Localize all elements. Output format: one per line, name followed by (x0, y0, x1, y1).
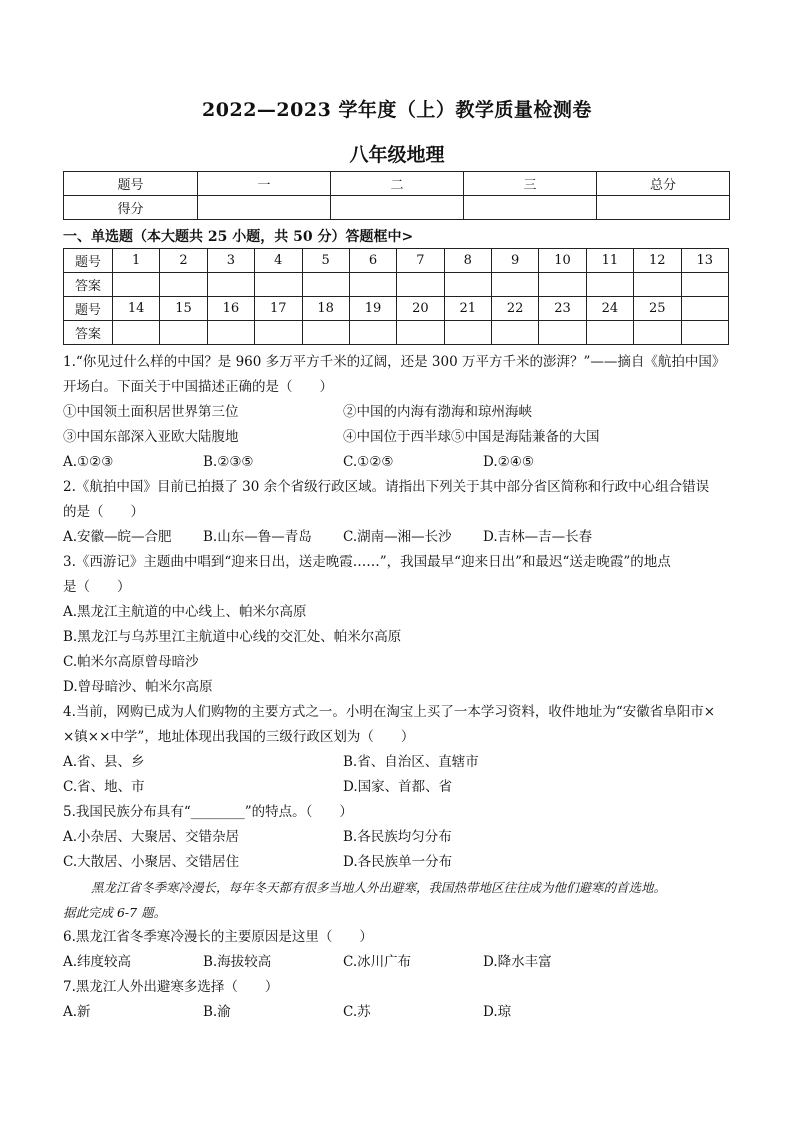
question-number-cell: 18 (302, 297, 349, 321)
question-4-options (63, 775, 733, 800)
option-b[interactable]: B.黑龙江与乌苏里江主航道中心线的交汇处、帕米尔高原 (63, 629, 402, 645)
question-number-cell: 2 (160, 249, 207, 273)
answer-cell[interactable] (207, 273, 254, 297)
answer-cell[interactable] (113, 321, 160, 345)
question-number-cell: 20 (397, 297, 444, 321)
answer-cell[interactable] (113, 273, 160, 297)
question-number-cell: 11 (586, 249, 633, 273)
question-3-stem: 3.《西游记》主题曲中唱到“迎来日出，送走晚霞……”，我国最早“迎来日出”和最迟“送走晚霞”的地点 (63, 554, 671, 570)
option-a[interactable]: A.省、县、乡 (63, 754, 145, 770)
option-b[interactable]: B.各民族均匀分布 (343, 829, 452, 845)
exam-title: 2022—2023 学年度（上）教学质量检测卷 (202, 99, 592, 121)
score-header-cell: 题号 (64, 172, 198, 196)
answer-number-row (64, 249, 729, 273)
option-a[interactable]: A.小杂居、大聚居、交错杂居 (63, 829, 240, 845)
option-d[interactable]: D.吉林—吉—长春 (483, 529, 593, 545)
question-number-cell: 24 (586, 297, 633, 321)
question-number-cell: 4 (255, 249, 302, 273)
option-c[interactable]: C.冰川广布 (343, 954, 412, 970)
question-number-cell: 17 (255, 297, 302, 321)
question-number-cell: 16 (207, 297, 254, 321)
question-5-options (63, 850, 733, 875)
answer-cell[interactable] (492, 321, 539, 345)
score-row-label: 得分 (64, 196, 198, 220)
question-1-statements (63, 400, 733, 425)
answer-number-row (64, 297, 729, 321)
score-header-cell: 三 (464, 172, 597, 196)
question-number-cell (681, 297, 729, 321)
option-a[interactable]: A.纬度较高 (63, 954, 132, 970)
option-d[interactable]: D.琼 (483, 1004, 512, 1020)
question-number-cell: 3 (207, 249, 254, 273)
option-b[interactable]: B.山东—鲁—青岛 (203, 529, 312, 545)
answer-row-label: 答案 (64, 321, 113, 345)
option-a[interactable]: A.新 (63, 1004, 91, 1020)
question-1-stem: 1.“你见过什么样的中国？是 960 多万平方千米的辽阔，还是 300 万平方千米的澎湃？”——摘自《航拍中国》 (63, 354, 726, 370)
score-table-score-row (64, 196, 730, 220)
answer-cell[interactable] (255, 273, 302, 297)
question-number-cell: 6 (349, 249, 396, 273)
answer-fill-row (64, 321, 729, 345)
option-b[interactable]: B.②③⑤ (203, 454, 254, 470)
question-number-cell: 14 (113, 297, 160, 321)
score-cell[interactable] (597, 196, 730, 220)
answer-cell[interactable] (539, 321, 586, 345)
option-d[interactable]: D.曾母暗沙、帕米尔高原 (63, 679, 213, 695)
question-number-cell: 23 (539, 297, 586, 321)
answer-cell[interactable] (492, 273, 539, 297)
question-1-statements (63, 425, 733, 450)
answer-cell[interactable] (539, 273, 586, 297)
answer-table (63, 248, 729, 345)
option-c[interactable]: C.帕米尔高原曾母暗沙 (63, 654, 199, 670)
answer-cell[interactable] (349, 321, 396, 345)
score-table-header-row (64, 172, 730, 196)
question-2-options (63, 525, 733, 550)
statement: ①中国领土面积居世界第三位 (63, 404, 239, 420)
question-1-stem-cont: 开场白。下面关于中国描述正确的是（ ） (63, 379, 333, 395)
answer-fill-row (64, 273, 729, 297)
answer-cell[interactable] (681, 321, 729, 345)
statement: ③中国东部深入亚欧大陆腹地 (63, 429, 239, 445)
score-cell[interactable] (464, 196, 597, 220)
question-4-stem-cont: ×镇××中学”，地址体现出我国的三级行政区划为（ ） (63, 729, 415, 745)
section-heading: 一、单选题（本大题共 25 小题，共 50 分）答题框中> (63, 229, 414, 245)
statement: ④中国位于西半球⑤中国是海陆兼备的大国 (343, 429, 600, 445)
option-d[interactable]: D.各民族单一分布 (343, 854, 453, 870)
answer-cell[interactable] (255, 321, 302, 345)
question-number-cell: 9 (492, 249, 539, 273)
answer-cell[interactable] (681, 273, 729, 297)
option-d[interactable]: D.②④⑤ (483, 454, 534, 470)
question-number-cell: 5 (302, 249, 349, 273)
answer-cell[interactable] (302, 321, 349, 345)
statement: ②中国的内海有渤海和琼州海峡 (343, 404, 532, 420)
question-7-options (63, 1000, 733, 1025)
option-c[interactable]: C.大散居、小聚居、交错居住 (63, 854, 240, 870)
option-d[interactable]: D.国家、首都、省 (343, 779, 453, 795)
answer-cell[interactable] (444, 321, 491, 345)
score-cell[interactable] (198, 196, 331, 220)
question-number-cell: 21 (444, 297, 491, 321)
answer-cell[interactable] (207, 321, 254, 345)
option-b[interactable]: B.海拔较高 (203, 954, 272, 970)
question-4-stem: 4.当前，网购已成为人们购物的主要方式之一。小明在淘宝上买了一本学习资料，收件地址为“安徽省阜阳市× (63, 704, 716, 720)
question-4-options (63, 750, 733, 775)
answer-cell[interactable] (160, 321, 207, 345)
question-2-stem: 2.《航拍中国》目前已拍摄了 30 余个省级行政区域。请指出下列关于其中部分省区简称和行政中心组合错误 (63, 479, 710, 495)
question-5-options (63, 825, 733, 850)
option-a[interactable]: A.安徽—皖—合肥 (63, 529, 172, 545)
question-number-cell: 15 (160, 297, 207, 321)
question-number-cell: 13 (681, 249, 729, 273)
answer-cell[interactable] (634, 273, 681, 297)
score-cell[interactable] (331, 196, 464, 220)
score-header-cell: 总分 (597, 172, 730, 196)
score-header-cell: 一 (198, 172, 331, 196)
answer-cell[interactable] (397, 273, 444, 297)
option-a[interactable]: A.黑龙江主航道的中心线上、帕米尔高原 (63, 604, 307, 620)
option-c[interactable]: C.省、地、市 (63, 779, 145, 795)
question-number-cell: 7 (397, 249, 444, 273)
option-b[interactable]: B.省、自治区、直辖市 (343, 754, 479, 770)
answer-cell[interactable] (302, 273, 349, 297)
answer-cell[interactable] (397, 321, 444, 345)
question-5-stem: 5.我国民族分布具有“________”的特点。（ ） (63, 804, 353, 820)
option-c[interactable]: C.苏 (343, 1004, 371, 1020)
option-b[interactable]: B.渝 (203, 1004, 231, 1020)
question-7-stem: 7.黑龙江人外出避寒多选择（ ） (63, 979, 279, 995)
question-number-cell: 25 (634, 297, 681, 321)
score-table (63, 171, 730, 220)
answer-cell[interactable] (586, 321, 633, 345)
answer-cell[interactable] (160, 273, 207, 297)
option-d[interactable]: D.降水丰富 (483, 954, 552, 970)
answer-row-label: 题号 (64, 297, 113, 321)
option-c[interactable]: C.湖南—湘—长沙 (343, 529, 452, 545)
question-6-options (63, 950, 733, 975)
question-number-cell: 19 (349, 297, 396, 321)
answer-cell[interactable] (349, 273, 396, 297)
answer-cell[interactable] (634, 321, 681, 345)
score-header-cell: 二 (331, 172, 464, 196)
question-number-cell: 1 (113, 249, 160, 273)
answer-row-label: 题号 (64, 249, 113, 273)
question-number-cell: 22 (492, 297, 539, 321)
answer-cell[interactable] (444, 273, 491, 297)
reading-passage-cont: 据此完成 6-7 题。 (63, 905, 167, 920)
question-3-stem-cont: 是（ ） (63, 579, 131, 595)
answer-row-label: 答案 (64, 273, 113, 297)
option-a[interactable]: A.①②③ (63, 454, 114, 470)
question-1-options (63, 450, 733, 475)
question-6-stem: 6.黑龙江省冬季寒冷漫长的主要原因是这里（ ） (63, 929, 373, 945)
reading-passage: 黑龙江省冬季寒冷漫长，每年冬天都有很多当地人外出避寒，我国热带地区往往成为他们避寒的首选地。 (91, 880, 667, 895)
questions-body (63, 350, 733, 1025)
option-c[interactable]: C.①②⑤ (343, 454, 394, 470)
question-number-cell: 12 (634, 249, 681, 273)
answer-cell[interactable] (586, 273, 633, 297)
question-number-cell: 10 (539, 249, 586, 273)
question-2-stem-cont: 的是（ ） (63, 504, 144, 520)
question-number-cell: 8 (444, 249, 491, 273)
exam-subtitle: 八年级地理 (349, 144, 445, 166)
